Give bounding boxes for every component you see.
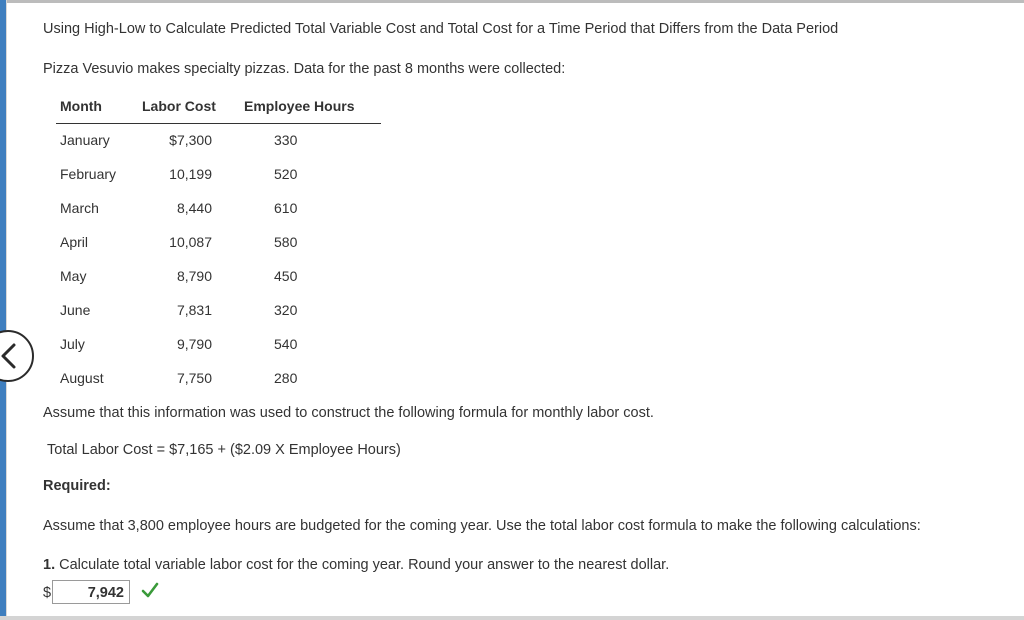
labor-cost-formula: Total Labor Cost = $7,165 + ($2.09 X Employee Hours) bbox=[47, 442, 401, 458]
table-row bbox=[56, 166, 381, 186]
table-row bbox=[56, 268, 381, 288]
question-text: Calculate total variable labor cost for the coming year. Round your answer to the nearest dollar. bbox=[59, 557, 670, 573]
checkmark-icon bbox=[140, 580, 160, 602]
employee-hours-cell: 580 bbox=[274, 234, 298, 250]
labor-cost-cell: 8,790 bbox=[176, 268, 212, 284]
month-cell: June bbox=[60, 302, 91, 318]
assumption-text: Assume that this information was used to construct the following formula for monthly labor cost. bbox=[43, 405, 654, 421]
labor-cost-cell: 9,790 bbox=[176, 336, 212, 352]
table-row bbox=[56, 200, 381, 220]
table-row bbox=[56, 132, 381, 152]
labor-cost-cell: $7,300 bbox=[169, 132, 212, 148]
header-divider bbox=[56, 123, 381, 124]
labor-cost-cell: 10,199 bbox=[169, 166, 212, 182]
labor-cost-cell: 8,440 bbox=[176, 200, 212, 216]
employee-hours-cell: 320 bbox=[274, 302, 298, 318]
answer-input[interactable]: 7,942 bbox=[52, 580, 130, 604]
table-row bbox=[56, 336, 381, 356]
month-cell: April bbox=[60, 234, 89, 250]
required-label: Required: bbox=[43, 478, 111, 494]
labor-cost-cell: 7,831 bbox=[176, 302, 212, 318]
question-number: 1. bbox=[43, 557, 56, 573]
month-cell: May bbox=[60, 268, 87, 284]
employee-hours-cell: 540 bbox=[274, 336, 298, 352]
question-1 bbox=[43, 557, 669, 573]
month-cell: February bbox=[60, 166, 117, 182]
header-employee-hours: Employee Hours bbox=[244, 98, 355, 114]
employee-hours-cell: 450 bbox=[274, 268, 298, 284]
month-cell: January bbox=[60, 132, 110, 148]
labor-cost-cell: 7,750 bbox=[176, 370, 212, 386]
employee-hours-cell: 520 bbox=[274, 166, 298, 182]
header-labor-cost: Labor Cost bbox=[142, 98, 216, 114]
table-row bbox=[56, 302, 381, 322]
table-row bbox=[56, 370, 381, 390]
labor-cost-cell: 10,087 bbox=[169, 234, 212, 250]
employee-hours-cell: 330 bbox=[274, 132, 298, 148]
month-cell: March bbox=[60, 200, 99, 216]
table-row bbox=[56, 234, 381, 254]
page-title: Using High-Low to Calculate Predicted Total Variable Cost and Total Cost for a Time Period that Differs from the Data Period bbox=[43, 21, 839, 37]
previous-button[interactable] bbox=[0, 330, 34, 382]
bottom-border bbox=[0, 616, 1024, 620]
month-cell: July bbox=[60, 336, 85, 352]
month-cell: August bbox=[60, 370, 104, 386]
budget-instructions: Assume that 3,800 employee hours are budgeted for the coming year. Use the total labor cost formula to make the following calculations: bbox=[43, 518, 921, 534]
employee-hours-cell: 610 bbox=[274, 200, 298, 216]
employee-hours-cell: 280 bbox=[274, 370, 298, 386]
top-border bbox=[0, 0, 1024, 3]
header-month: Month bbox=[60, 98, 102, 114]
currency-symbol: $ bbox=[43, 585, 52, 601]
intro-text: Pizza Vesuvio makes specialty pizzas. Data for the past 8 months were collected: bbox=[43, 61, 566, 77]
